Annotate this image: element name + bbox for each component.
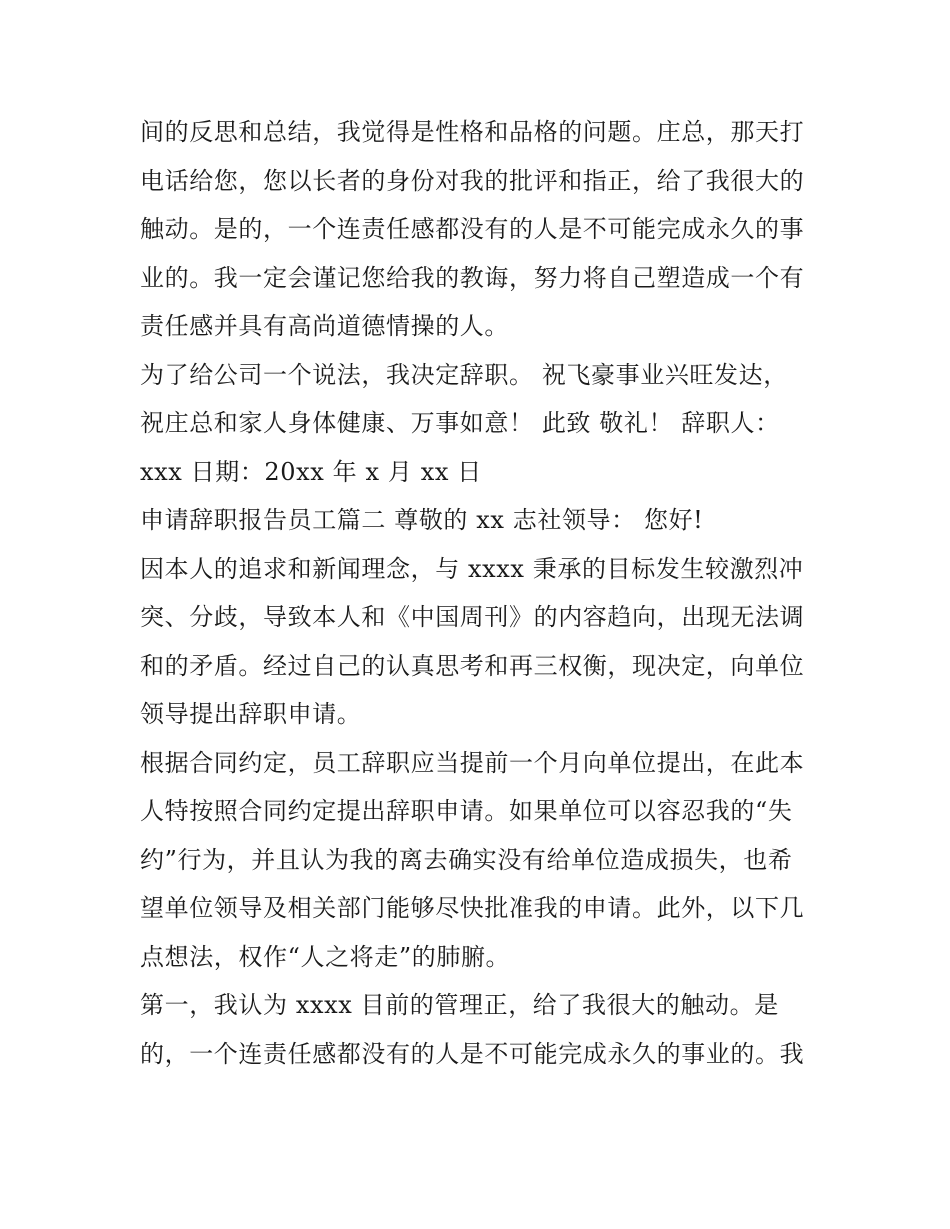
text-line: 的，一个连责任感都没有的人是不可能完成永久的事业的。我 bbox=[140, 1039, 805, 1068]
text-line: 祝庄总和家人身体健康、万事如意！ 此致 敬礼！ 辞职人： bbox=[140, 409, 780, 437]
text-line: 因本人的追求和新闻理念，与 xxxx 秉承的目标发生较激烈冲 bbox=[140, 554, 804, 583]
text-line: xxx 日期：20xx 年 x 月 xx 日 bbox=[140, 457, 482, 486]
text-line: 间的反思和总结，我觉得是性格和品格的问题。庄总，那天打 bbox=[140, 118, 805, 146]
text-line: 望单位领导及相关部门能够尽快批准我的申请。此外，以下几 bbox=[140, 894, 805, 922]
text-line: 和的矛盾。经过自己的认真思考和再三权衡，现决定，向单位 bbox=[140, 651, 805, 680]
text-line: 触动。是的，一个连责任感都没有的人是不可能完成永久的事 bbox=[140, 215, 805, 243]
text-line: 点想法，权作“人之将走”的肺腑。 bbox=[140, 942, 511, 971]
text-line: 突、分歧，导致本人和《中国周刊》的内容趋向，出现无法调 bbox=[140, 603, 805, 631]
text-line: 人特按照合同约定提出辞职申请。如果单位可以容忍我的“失 bbox=[140, 797, 793, 825]
text-line: 电话给您，您以长者的身份对我的批评和指正，给了我很大的 bbox=[140, 166, 805, 195]
text-line: 根据合同约定，员工辞职应当提前一个月向单位提出，在此本 bbox=[140, 748, 805, 777]
text-line: 领导提出辞职申请。 bbox=[140, 700, 362, 728]
text-line: 第一，我认为 xxxx 目前的管理正，给了我很大的触动。是 bbox=[140, 991, 779, 1019]
document-body bbox=[140, 108, 820, 1078]
text-line: 业的。我一定会谨记您给我的教诲，努力将自己塑造成一个有 bbox=[140, 263, 805, 292]
text-line: 为了给公司一个说法，我决定辞职。 祝飞豪事业兴旺发达， bbox=[140, 360, 788, 389]
text-line: 申请辞职报告员工篇二 尊敬的 xx 志社领导： 您好! bbox=[140, 506, 704, 534]
text-line: 责任感并具有高尚道德情操的人。 bbox=[140, 312, 509, 340]
text-line: 约”行为，并且认为我的离去确实没有给单位造成损失，也希 bbox=[140, 845, 793, 874]
